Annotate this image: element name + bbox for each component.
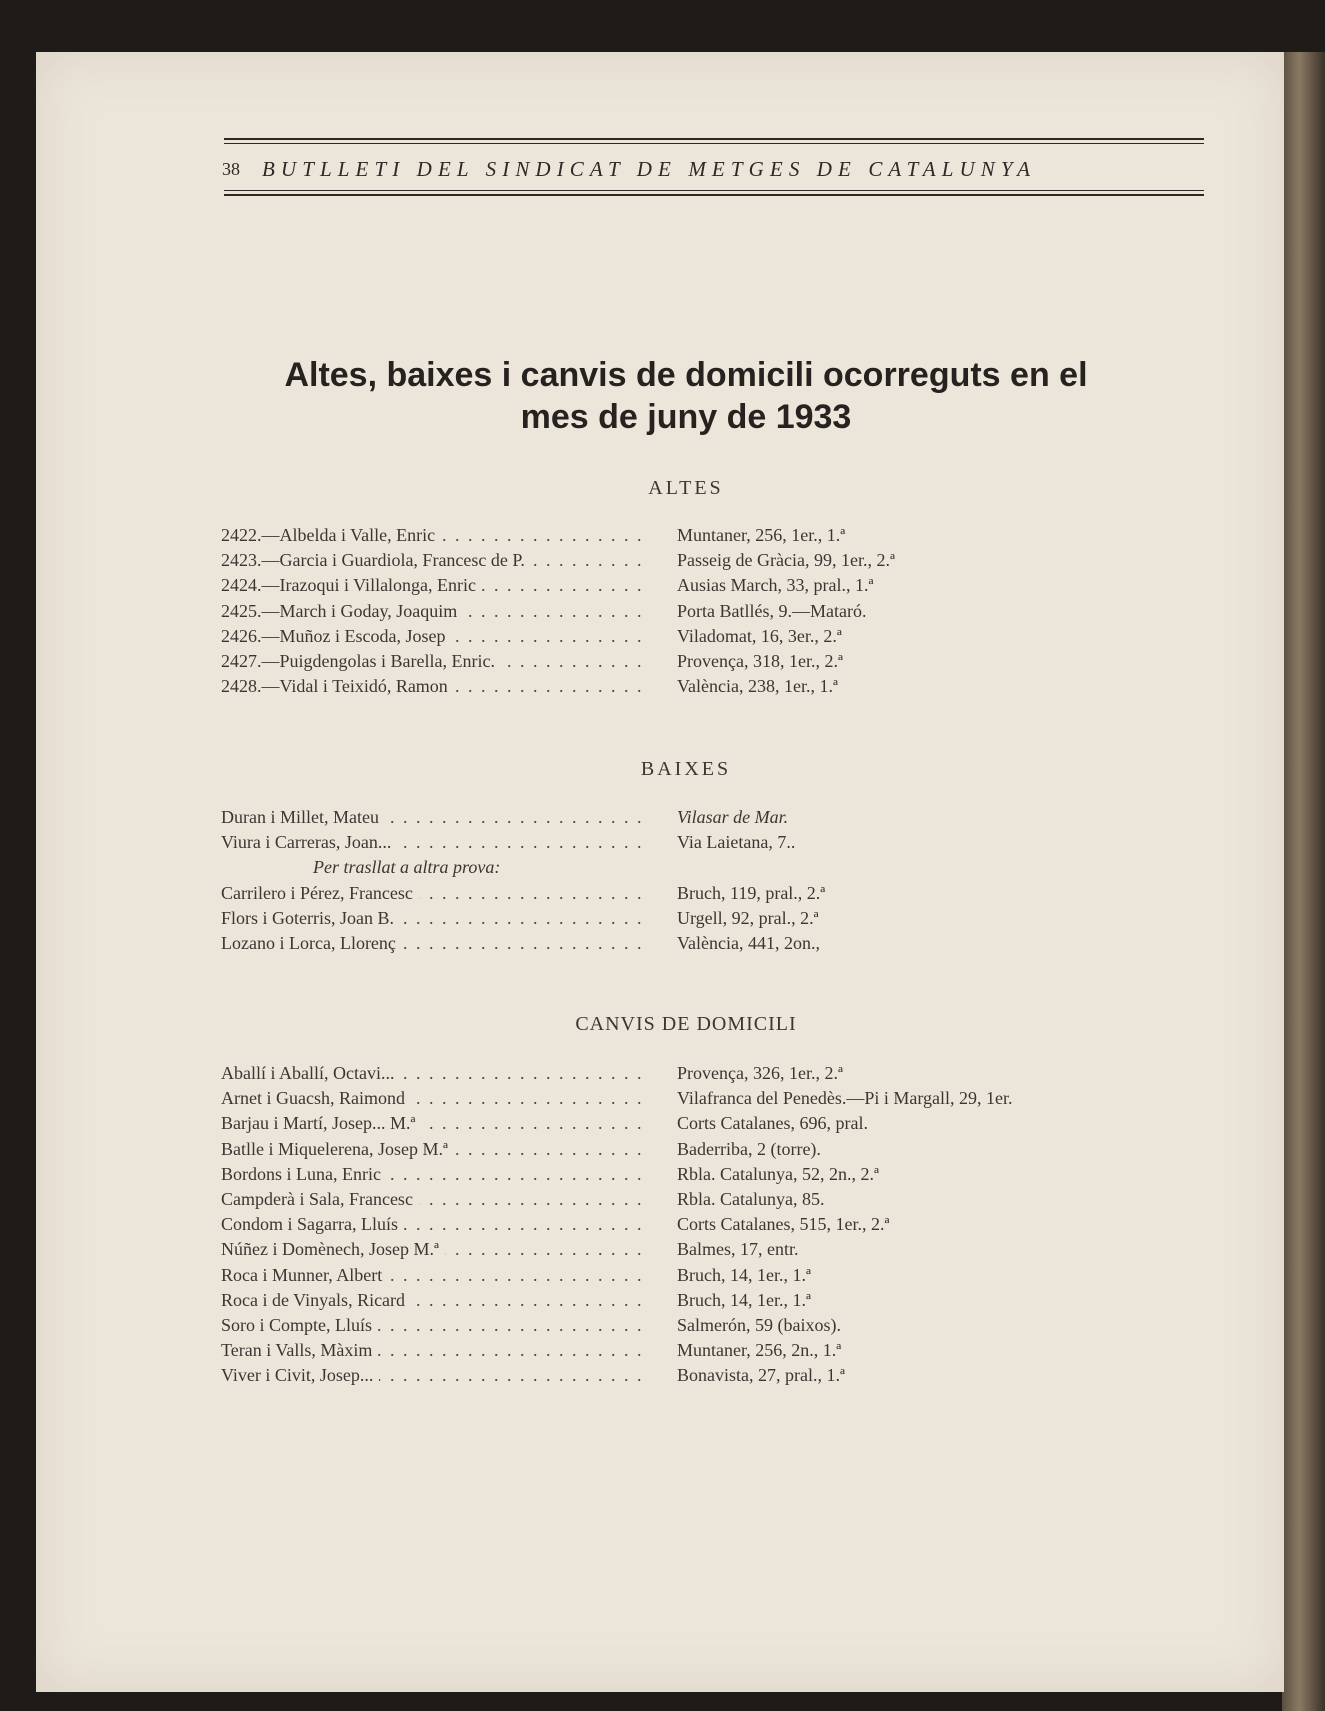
list-item bbox=[221, 1290, 1231, 1315]
entry-address: Corts Catalanes, 515, 1er., 2.ª bbox=[677, 1214, 890, 1235]
entry-name: Batlle i Miquelerena, Josep M.ª bbox=[221, 1139, 454, 1159]
article-title-line-2: mes de juny de 1933 bbox=[520, 398, 852, 436]
entry-address: Porta Batllés, 9.—Mataró. bbox=[677, 600, 867, 621]
list-item bbox=[221, 651, 1231, 676]
entry-name: Condom i Sagarra, Lluís bbox=[221, 1214, 404, 1234]
entry-name: Lozano i Lorca, Llorenç bbox=[221, 933, 402, 953]
list-item bbox=[221, 1239, 1231, 1264]
list-item bbox=[221, 601, 1231, 626]
entry-address: Provença, 318, 1er., 2.ª bbox=[677, 650, 843, 671]
entry-name: Roca i de Vinyals, Ricard bbox=[221, 1290, 411, 1310]
article-title-line-1: Altes, baixes i canvis de domicili ocorreguts en el bbox=[284, 356, 1088, 394]
section-heading-altes: ALTES bbox=[648, 477, 724, 499]
header-rule-bottom bbox=[224, 194, 1204, 196]
list-item bbox=[221, 676, 1231, 701]
list-item bbox=[221, 807, 1231, 832]
list-item bbox=[221, 883, 1231, 908]
list-item bbox=[221, 1365, 1231, 1390]
baixes-list bbox=[221, 807, 1231, 958]
header-rule-top-thin bbox=[224, 143, 1204, 144]
list-item bbox=[221, 1139, 1231, 1164]
list-item bbox=[221, 626, 1231, 651]
entry-name: Roca i Munner, Albert bbox=[221, 1265, 388, 1285]
entry-name: Soro i Compte, Lluís bbox=[221, 1315, 378, 1335]
list-item bbox=[221, 1340, 1231, 1365]
entry-name: Campderà i Sala, Francesc bbox=[221, 1189, 419, 1209]
entry-address: Baderriba, 2 (torre). bbox=[677, 1138, 821, 1159]
list-item bbox=[221, 550, 1231, 575]
entry-name: Flors i Goterris, Joan B. bbox=[221, 908, 400, 928]
entry-name: Aballí i Aballí, Octavi... bbox=[221, 1063, 400, 1083]
list-item bbox=[221, 1164, 1231, 1189]
trasllat-subheading: Per trasllat a altra prova: bbox=[313, 857, 501, 878]
entry-name: Viver i Civit, Josep... bbox=[221, 1365, 379, 1385]
running-header bbox=[222, 156, 1212, 182]
altes-list bbox=[221, 525, 1231, 701]
entry-address: Ausias March, 33, pral., 1.ª bbox=[677, 575, 874, 596]
entry-address: València, 441, 2on., bbox=[677, 932, 820, 953]
entry-address: Bruch, 14, 1er., 1.ª bbox=[677, 1264, 811, 1285]
entry-name: 2427.—Puigdengolas i Barella, Enric. bbox=[221, 651, 501, 671]
scan-edge bbox=[1282, 52, 1325, 1711]
entry-address: Bruch, 119, pral., 2.ª bbox=[677, 882, 826, 903]
journal-title: BUTLLETI DEL SINDICAT DE METGES DE CATALUNYA bbox=[262, 156, 1037, 181]
entry-name: 2428.—Vidal i Teixidó, Ramon bbox=[221, 676, 454, 696]
entry-name: 2425.—March i Goday, Joaquim bbox=[221, 601, 463, 621]
list-item bbox=[221, 525, 1231, 550]
canvis-list bbox=[221, 1063, 1231, 1390]
list-item bbox=[221, 575, 1231, 600]
page-number: 38 bbox=[222, 158, 240, 179]
entry-name: Núñez i Domènech, Josep M.ª bbox=[221, 1239, 445, 1259]
entry-name: Carrilero i Pérez, Francesc bbox=[221, 883, 419, 903]
section-heading-baixes: BAIXES bbox=[640, 758, 732, 780]
entry-name: Arnet i Guacsh, Raimond bbox=[221, 1088, 411, 1108]
entry-name: Viura i Carreras, Joan... bbox=[221, 832, 397, 852]
entry-address: Balmes, 17, entr. bbox=[677, 1239, 799, 1260]
entry-address: Vilafranca del Penedès.—Pi i Margall, 29, 1er. bbox=[677, 1088, 1013, 1109]
article-title bbox=[186, 354, 1186, 438]
entry-address: Bruch, 14, 1er., 1.ª bbox=[677, 1289, 811, 1310]
header-rule-top bbox=[224, 138, 1204, 140]
entry-name: 2422.—Albelda i Valle, Enric bbox=[221, 525, 441, 545]
entry-address: Rbla. Catalunya, 85. bbox=[677, 1188, 825, 1209]
list-item bbox=[221, 933, 1231, 958]
entry-address: Bonavista, 27, pral., 1.ª bbox=[677, 1365, 845, 1386]
entry-address: Viladomat, 16, 3er., 2.ª bbox=[677, 625, 842, 646]
entry-name: Barjau i Martí, Josep... M.ª bbox=[221, 1113, 421, 1133]
list-item bbox=[221, 1189, 1231, 1214]
entry-address: Provença, 326, 1er., 2.ª bbox=[677, 1063, 843, 1083]
entry-name: 2426.—Muñoz i Escoda, Josep bbox=[221, 626, 451, 646]
entry-address: Rbla. Catalunya, 52, 2n., 2.ª bbox=[677, 1163, 879, 1184]
entry-address: Muntaner, 256, 1er., 1.ª bbox=[677, 525, 846, 545]
document-page bbox=[36, 52, 1284, 1692]
entry-name: Duran i Millet, Mateu bbox=[221, 807, 385, 827]
entry-address: Urgell, 92, pral., 2.ª bbox=[677, 907, 819, 928]
entry-name: 2424.—Irazoqui i Villalonga, Enric bbox=[221, 575, 482, 595]
entry-address: Corts Catalanes, 696, pral. bbox=[677, 1113, 868, 1134]
entry-name: Teran i Valls, Màxim bbox=[221, 1340, 378, 1360]
entry-name: 2423.—Garcia i Guardiola, Francesc de P. bbox=[221, 550, 531, 570]
entry-address: València, 238, 1er., 1.ª bbox=[677, 676, 838, 697]
entry-name: Bordons i Luna, Enric bbox=[221, 1164, 387, 1184]
entry-address: Muntaner, 256, 2n., 1.ª bbox=[677, 1340, 842, 1361]
list-item bbox=[221, 1315, 1231, 1340]
list-item bbox=[221, 1214, 1231, 1239]
entry-address: Vilasar de Mar. bbox=[677, 807, 789, 827]
section-heading-canvis: CANVIS DE DOMICILI bbox=[575, 1013, 797, 1035]
entry-address: Passeig de Gràcia, 99, 1er., 2.ª bbox=[677, 550, 895, 571]
list-item bbox=[221, 832, 1231, 857]
entry-address: Salmerón, 59 (baixos). bbox=[677, 1314, 841, 1335]
list-item bbox=[221, 1113, 1231, 1138]
entry-address: Via Laietana, 7.. bbox=[677, 832, 796, 853]
header-rule-bottom-thin bbox=[224, 190, 1204, 191]
list-item bbox=[221, 908, 1231, 933]
list-item bbox=[221, 1088, 1231, 1113]
list-item bbox=[221, 1063, 1231, 1088]
list-item bbox=[221, 1265, 1231, 1290]
